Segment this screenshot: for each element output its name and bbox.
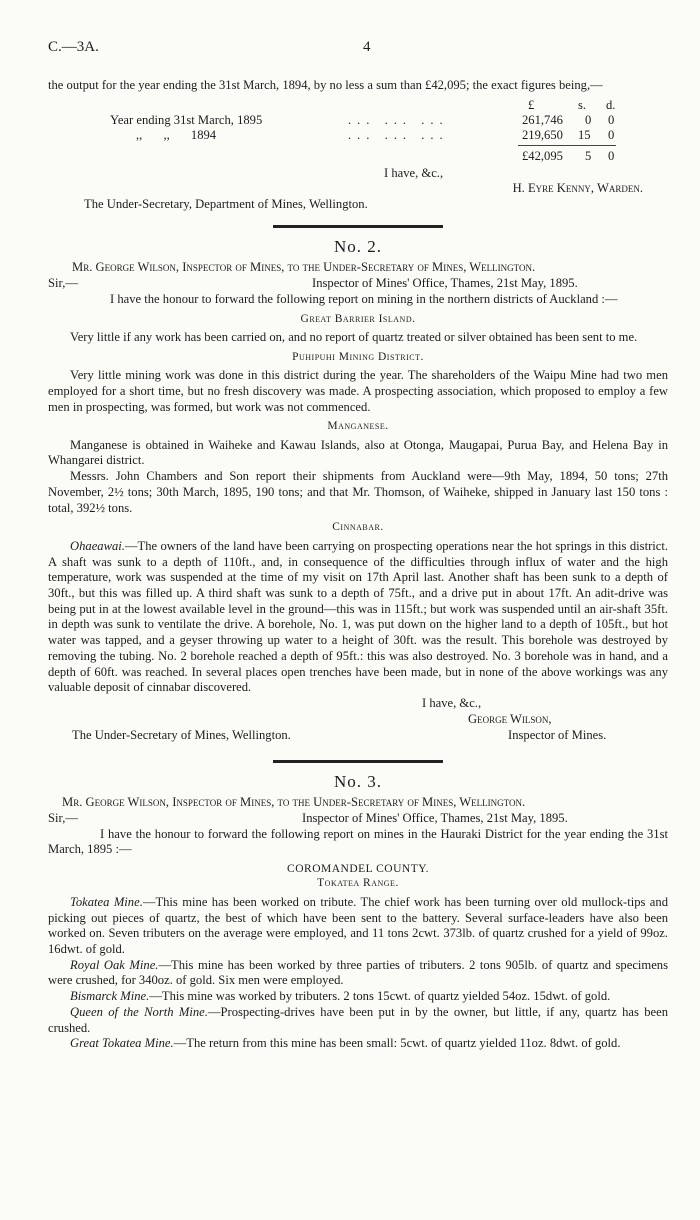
ledger-col-pounds: £ [528,97,535,112]
mine-paragraph [48,958,668,989]
ledger-row-label: Year ending 31st March, 1895 [110,112,263,127]
mine-text: —This mine has been worked by three parties of tributers. 2 tons 905lb. of quartz and specimens were crushed, for 340oz. of gold. Six men were employed. [48,957,668,988]
ledger-row-dots: ... ... ... [348,112,449,127]
ledger-row-shillings: 0 [585,112,592,127]
body-paragraph: Very little mining work was done in this district during the year. The shareholders of the Waipu Mine had two men employed for a short time, but no fresh discovery was made. A prospecting association, which proposed to employ a few men in prospecting, was formed, but work was not commenced. [48,368,668,414]
intro-paragraph: I have the honour to forward the following report on mines in the Hauraki District for the year ending the 31st March, 1895 :— [48,826,668,857]
section-number: No. 2. [333,236,383,256]
salutation-row [48,811,668,827]
page-header [48,38,660,58]
output-ledger [48,96,668,166]
mine-paragraph [48,1005,668,1036]
office-date: Inspector of Mines' Office, Thames, 21st May, 1895. [302,810,568,825]
page-number: 4 [363,39,371,55]
mine-name: Great Tokatea Mine. [70,1036,174,1051]
intro-paragraph: I have the honour to forward the following report on mining in the northern districts of Auckland :— [110,291,618,306]
section-divider [273,760,443,763]
section-heading: Great Barrier Island. [300,312,416,325]
mine-name: Royal Oak Mine. [70,957,159,972]
document-body [48,78,668,1052]
ledger-row-dots: ... ... ... [348,127,449,142]
ledger-row-label: ,, ,, 1894 [136,127,217,142]
mine-text: —Prospecting-drives have been put in by the owner, but little, if any, quartz has been crushed. [48,1004,669,1035]
section-heading: Manganese. [327,420,389,433]
ledger-row-pence: 0 [608,127,615,142]
body-paragraph: Manganese is obtained in Waiheke and Kawau Islands, also at Otonga, Maugapai, Purua Bay, and Helena Bay in Whangarei district. [48,437,668,468]
mine-paragraph [48,1036,668,1052]
ledger-row-pounds: 219,650 [522,127,563,142]
mine-name: Bismarck Mine. [70,989,150,1004]
mine-paragraph [48,895,668,958]
salutation-row [48,276,668,292]
mine-text: —This mine has been worked on tribute. The chief work has been turning over old mullock-tips and picking out pieces of quartz, the best of which have been sent to the battery. Several surface-leaders have also been worked on. Seven tributers on the average were employed, and 11 tons 2cwt. 373lb. of quartz crushed for a yield of 99oz. 16dwt. of gold. [48,894,668,956]
place-label: Ohaeawai. [70,538,125,553]
signature-title: Inspector of Mines. [508,727,607,742]
body-paragraph [48,539,668,696]
continuation-paragraph: the output for the year ending the 31st March, 1894, by no less a sum than £42,095; the exact figures being,— [48,78,603,92]
body-paragraph: Very little if any work has been carried on, and no report of quartz treated or silver obtained has been sent to me. [70,330,638,345]
salutation: Sir,— [48,275,78,290]
office-date: Inspector of Mines' Office, Thames, 21st May, 1895. [312,275,578,290]
ledger-total-shillings: 5 [585,148,592,163]
section-heading: Cinnabar. [332,521,384,534]
mine-text: —This mine was worked by tributers. 2 tons 15cwt. of quartz yielded 54oz. 15dwt. of gold. [149,989,611,1004]
addressee-row [48,728,668,744]
document-reference: C.—3A. [48,39,99,55]
section-divider [273,225,443,228]
from-line: Mr. George Wilson, Inspector of Mines, to the Under-Secretary of Mines, Wellington. [62,794,526,809]
ledger-total-pounds: £42,095 [522,148,563,163]
from-line: Mr. George Wilson, Inspector of Mines, to the Under-Secretary of Mines, Wellington. [72,260,536,275]
range-heading: Tokatea Range. [317,877,399,890]
ledger-row-pence: 0 [608,112,615,127]
mine-name: Queen of the North Mine. [70,1004,208,1019]
body-paragraph: Messrs. John Chambers and Son report their shipments from Auckland were—9th May, 1894, 50 tons; 27th November, 2½ tons; 30th March, 1895, 190 tons; and that Mr. Thomson, of Waiheke, shipped in January last 150 tons : total, 392½ tons. [48,469,668,515]
mine-name: Tokatea Mine. [70,894,143,909]
addressee: The Under-Secretary, Department of Mines, Wellington. [84,197,368,212]
ledger-col-pence: d. [606,97,616,112]
ledger-row-pounds: 261,746 [522,112,563,127]
section-number: No. 3. [333,771,383,791]
closing-line: I have, &c., [422,696,482,711]
addressee: The Under-Secretary of Mines, Wellington. [72,727,291,742]
place-text: —The owners of the land have been carrying on prospecting operations near the hot springs in this district. A shaft was sunk to a depth of 110ft., and, in consequence of the difficulties through influx of water and the high temperature, work was suspended at the time of my visit on 17th April last. Another shaft has been sunk to a depth of 30ft., but this was filled up. A third shaft was sunk to a depth of 75ft., and a drive put in about 17ft. An adit-drive was being put in at the lowest available level in the ground—this was in 115ft.; but work was suspended until an air-shaft 35ft. in depth was sunk to ventilate the drive. A borehole, No. 1, was put down on the higher land to a depth of 105ft., but hot water was tapped, and a geyser throwing up water to a height of 30ft. was the result. This borehole was destroyed by removing the tubing. No. 2 borehole reached a depth of 95ft.: this was also destroyed. No. 3 borehole was in hand, and a depth of 60ft. was reached. In several places open trenches have been made, but in none of the above workings was any valuable deposit of cinnabar discovered. [48,538,668,695]
salutation: Sir,— [48,810,78,825]
ledger-total-pence: 0 [608,148,615,163]
ledger-row-shillings: 15 [578,127,591,142]
section-heading: Puhipuhi Mining District. [292,350,424,363]
signature-name: George Wilson, [468,711,552,726]
closing-line: I have, &c., [384,165,444,180]
county-heading: COROMANDEL COUNTY. [287,863,429,876]
signature: H. Eyre Kenny, Warden. [512,181,643,196]
mine-text: —The return from this mine has been small: 5cwt. of quartz yielded 11oz. 8dwt. of gold. [173,1036,621,1051]
ledger-sum-rule [518,145,616,146]
ledger-col-shillings: s. [578,97,587,112]
mine-paragraph [48,989,668,1005]
